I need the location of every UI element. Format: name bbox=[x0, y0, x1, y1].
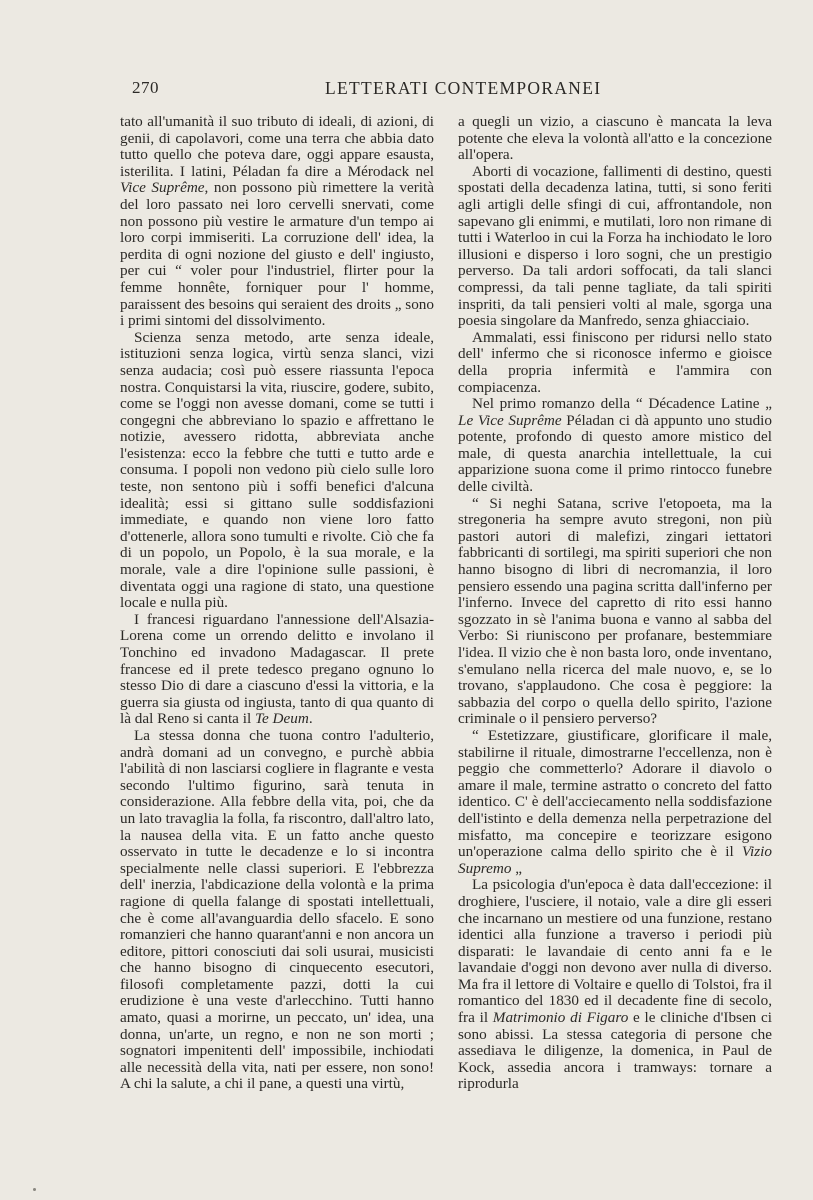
paragraph: La psicologia d'un'epoca è data dall'eccezione: il droghiere, l'usciere, il notaio, vale a dire gli esseri che incarnano un mestiere od una funzione, restano identici alla funzione a traverso i periodi più disparati: le lavandaie di cento anni fa e le lavandaie d'oggi non devono aver nulla di diverso. Ma fra il lettore di Voltaire e quello di Tolstoi, fra il romantico del 1830 ed il decadente fine di secolo, fra il Matrimonio di Figaro e le cliniche d'Ibsen ci sono abissi. La stessa categoria di persone che assediava le diligenze, la domenica, in Paul de Kock, assedia ancora i tramways: tornare a riprodurla bbox=[458, 876, 772, 1093]
paragraph: Ammalati, essi finiscono per ridursi nello stato dell' infermo che si riconosce infermo e gioisce della propria infermità e l'ammira con compiacenza. bbox=[458, 328, 772, 396]
paragraph: Aborti di vocazione, fallimenti di destino, questi spostati della decadenza latina, tutti, si sono feriti agli artigli delle sfingi di cui, affrontandole, non sapevano gli enimmi, e mutilati, loro non rimane di tutti i Waterloo in cui la Forza ha inchiodato le loro illusioni e disperso i loro sogni, che un prestigio perverso. Da tali ardori soffocati, da tali slanci compressi, da tali penne tagliate, da tali spiriti inspriti, da tali pensieri volti al male, sgorga una poesia singolare da Manfredo, senza ghiacciaio. bbox=[458, 162, 772, 330]
paragraph: La stessa donna che tuona contro l'adulterio, andrà domani ad un convegno, e purchè abbia l'abilità di non lasciarsi cogliere in flagrante e vesta secondo l'ultimo figurino, sarà tenuta in considerazione. Alla febbre della vita, poi, che da un lato travaglia la folla, fa riscontro, dall'altro lato, la nausea della vita. E un fatto anche questo osservato in tutte le decadenze e lo si incontra specialmente nelle classi superiori. E l'ebbrezza dell' inerzia, l'abdicazione della volontà e la prima ragione di quella falange di spostati intellettuali, che è come all'avanguardia dello sfacelo. E sono romanzieri che hanno quarant'anni e non ancora un editore, pittori conosciuti dai soli usurai, musicisti che hanno bisogno di cinquecento esecutori, filosofi completamente pazzi, dotti la cui erudizione è una veste d'arlecchino. Tutti hanno amato, quasi a morirne, un peccato, un' idea, una donna, un'arte, un regno, e non ne son morti ; sognatori impenitenti dell' impossibile, inchiodati alle necessità della vita, nati per essere, non sono! A chi la salute, a chi il pane, a questi una virtù, bbox=[120, 726, 434, 1093]
running-title: LETTERATI CONTEMPORANEI bbox=[325, 78, 602, 98]
paper-speck bbox=[33, 1188, 36, 1191]
paragraph: Scienza senza metodo, arte senza ideale, istituzioni senza logica, virtù senza slanci, vizi senza audacia; così può essere riassunta l'epoca nostra. Conquistarsi la vita, riuscire, godere, subito, come se l'oggi non avesse domani, come se tutti i congegni che abbreviano lo spazio e affrettano le notizie, avessero ridotta, abbreviata anche l'esistenza: ecco la febbre che tutti e tutto arde e consuma. I popoli non vedono più cielo sulle loro teste, non sentono più i soffi benefici d'alcuna idealità; essi si gittano sulle soddisfazioni immediate, e quando non viene loro fatto d'ottenerle, allora sono tumulti e rivolte. Ciò che fa di un popolo, un Popolo, è la sua morale, e la morale, vale a dire l'opinione sulle passioni, è diventata oggi una ragione di stato, una questione locale e nulla più. bbox=[120, 328, 434, 612]
paragraph: Nel primo romanzo della “ Décadence Latine „ Le Vice Suprême Péladan ci dà appunto uno studio potente, profondo di questo amore mistico del male, di questa anarchia intellettuale, la cui apparizione suona come il primo rintocco funebre delle civiltà. bbox=[458, 395, 772, 496]
paragraph: a quegli un vizio, a ciascuno è mancata la leva potente che eleva la volontà all'atto e la concezione all'opera. bbox=[458, 113, 772, 164]
italic-title: Matrimonio di Figaro bbox=[492, 1009, 629, 1027]
italic-title: Vice Suprême bbox=[120, 179, 205, 197]
left-column bbox=[120, 114, 434, 1093]
italic-title: Te Deum bbox=[254, 710, 309, 728]
paragraph: “ Estetizzare, giustificare, glorificare il male, stabilirne il rituale, dimostrarne l'eccellenza, non è peggio che commetterlo? Adorare il diavolo o amare il male, termine astratto o concreto del fatto identico. C' è dell'acciecamento nella soddisfazione dell'istinto e della demenza nella perpetrazione del misfatto, ma concepire e teorizzare esigono un'operazione calma dello spirito che è il Vizio Supremo „ bbox=[458, 726, 772, 877]
running-head bbox=[130, 78, 782, 100]
paragraph: tato all'umanità il suo tributo di ideali, di azioni, di genii, di capolavori, come una terra che abbia dato tutto quello che poteva dare, oggi appare esausta, isterilita. I latini, Péladan fa dire a Mérodack nel Vice Suprême, non possono più rimettere la verità del loro passato nei loro cervelli snervati, come non possono più vestire le armature d'un tempo ai loro corpi immiseriti. La corruzione dell' idea, la perdita di ogni nozione del giusto e dell' ingiusto, per cui “ voler pour l'industriel, flirter pour la femme honnête, forniquer pour l' homme, paraissent des besoins qui seraient des droits „ sono i primi sintomi del dissolvimento. bbox=[120, 113, 434, 330]
right-column bbox=[458, 114, 772, 1093]
paragraph: I francesi riguardano l'annessione dell'Alsazia-Lorena come un orrendo delitto e involano il Tonchino ed invadono Madagascar. Il prete francese ed il prete tedesco pregano ognuno lo stesso Dio di dare a ciascuno d'essi la vittoria, e la guerra sia giusta od ingiusta, tanto di qua quanto di là dal Reno si canta il Te Deum. bbox=[120, 610, 434, 728]
italic-title: Vizio Supremo bbox=[458, 843, 772, 877]
paragraph: “ Si neghi Satana, scrive l'etopoeta, ma la stregoneria ha sempre avuto stregoni, non più pastori autori di malefizi, zingari iettatori fabbricanti di sortilegi, ma spiriti superiori che non hanno bisogno di libri di necromanzia, il loro pensiero essendo una pagina scritta dall'inferno per l'inferno. Invece del capretto di rito essi hanno sgozzato in sè l'anima buona e vanno al sabba del Verbo: Si riuniscono per profanare, bestemmiare l'idea. Il vizio che è non basta loro, onde inventano, s'emulano nella ricerca del male nuovo, e, se lo trovano, s'applaudono. Che cosa è peggiore: la sabbazia del corpo o quella dello spirito, l'azione criminale o il pensiero perverso? bbox=[458, 494, 772, 728]
page-number: 270 bbox=[132, 78, 159, 97]
italic-title: Le Vice Suprême bbox=[458, 411, 562, 429]
